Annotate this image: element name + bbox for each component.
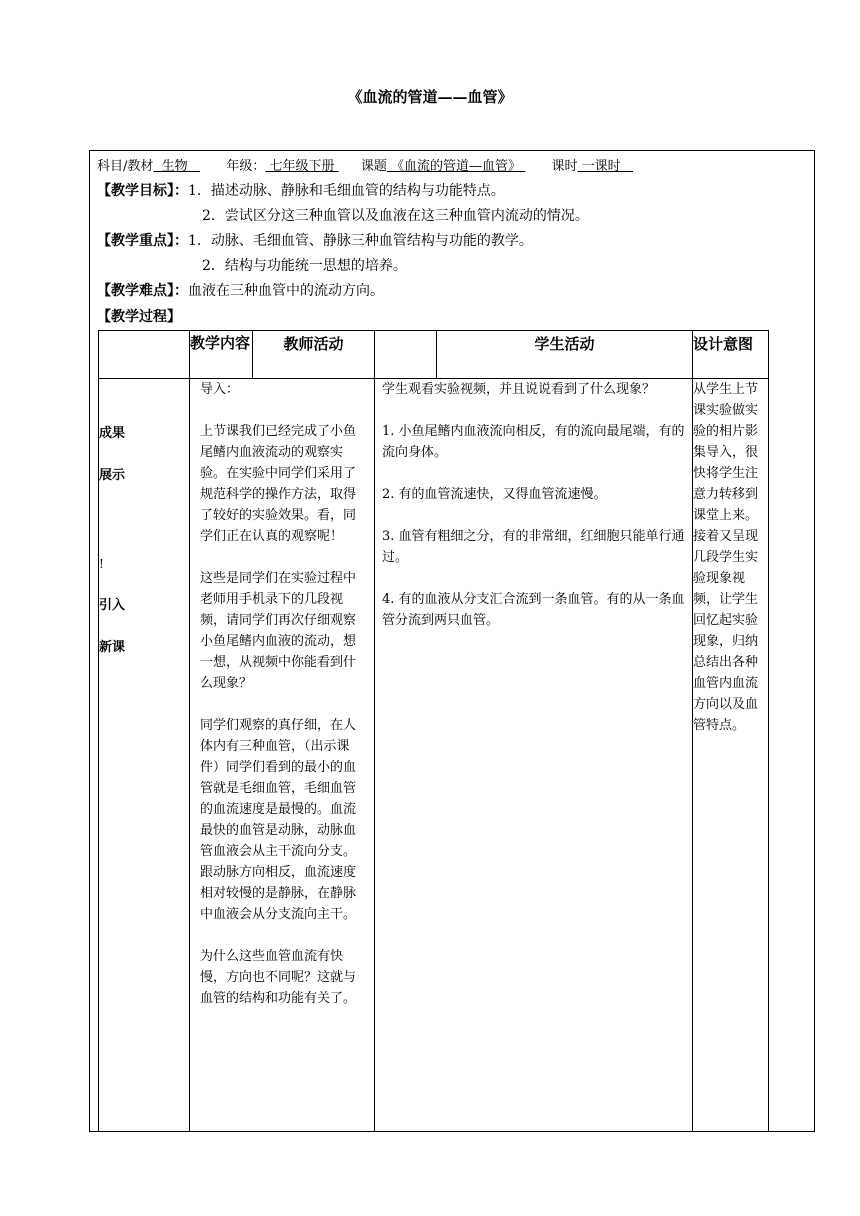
objective-item-2: 2．尝试区分这三种血管以及血液在这三种血管内流动的情况。 <box>202 208 589 224</box>
difficulty-text: 血液在三种血管中的流动方向。 <box>188 283 384 299</box>
process-label: 【教学过程】 <box>97 309 181 325</box>
key-point-item-1: 1．动脉、毛细血管、静脉三种血管结构与功能的教学。 <box>188 233 533 249</box>
topic-label: 课题 <box>360 159 387 174</box>
student-activity-cell <box>375 379 693 1132</box>
teacher-paragraph: 导入： <box>200 382 240 397</box>
key-point-item-2: 2．结构与功能统一思想的培养。 <box>202 258 407 274</box>
teacher-activity-cell <box>190 379 375 1132</box>
objective-item-1: 1．描述动脉、静脉和毛细血管的结构与功能特点。 <box>188 183 505 199</box>
student-paragraph: 3. 血管有粗细之分，有的非常细，红细胞只能单行通过。 <box>382 529 685 565</box>
process-table <box>98 330 769 1132</box>
teacher-paragraph: 同学们观察的真仔细，在人体内有三种血管，（出示课件）同学们看到的最小的血管就是毛细血管，毛细血管的血流速度是最慢的。血流最快的血管是动脉，动脉血管血液会从主干流向分支。跟动脉方向相反，血流速度相对较慢的是静脉，在静脉中血液会从分支流向主干。 <box>200 718 357 922</box>
student-paragraph: 2. 有的血管流速快，又得血管流速慢。 <box>382 487 607 502</box>
header-student: 学生活动 <box>437 331 693 379</box>
subject-value: 生物 <box>153 159 201 174</box>
page-title: 《血流的管道——血管》 <box>347 88 513 106</box>
header-spacer <box>375 331 437 379</box>
difficulty-label: 【教学难点】： <box>97 283 188 299</box>
side-label-4: 引入 <box>99 598 126 613</box>
side-label-1: 成果 <box>99 426 126 441</box>
teacher-paragraph: 上节课我们已经完成了小鱼尾鳍内血液流动的观察实验。在实验中同学们采用了规范科学的操作方法，取得了较好的实验效果。看，同学们正在认真的观察呢！ <box>200 424 357 544</box>
student-paragraph: 1. 小鱼尾鳍内血液流向相反，有的流向最尾端，有的流向身体。 <box>382 424 685 460</box>
subject-label: 科目/教材 <box>97 159 154 174</box>
meta-row <box>97 155 633 174</box>
grade-label: 年级： <box>226 159 266 174</box>
header-content: 教学内容 <box>190 331 253 379</box>
header-blank <box>99 331 190 379</box>
side-label-2: 展示 <box>99 468 126 483</box>
side-label-5: 新课 <box>99 640 126 655</box>
teacher-paragraph: 这些是同学们在实验过程中老师用手机录下的几段视频，请同学们再次仔细观察小鱼尾鳍内血液的流动，想一想，从视频中你能看到什么现象？ <box>200 571 357 691</box>
side-labels-cell <box>99 379 190 1132</box>
topic-value: 《血流的管道—血管》 <box>386 159 526 174</box>
teacher-paragraph: 为什么这些血管血流有快慢，方向也不同呢？这就与血管的结构和功能有关了。 <box>200 949 357 1006</box>
hours-label: 课时 <box>551 159 578 174</box>
student-paragraph: 学生观看实验视频，并且说说看到了什么现象？ <box>382 382 656 397</box>
difficulty-row <box>97 280 384 300</box>
table-header-row <box>99 331 769 379</box>
key-points-row-1 <box>97 230 533 250</box>
grade-value: 七年级下册 <box>265 159 339 174</box>
side-label-3: ! <box>99 557 104 571</box>
objectives-row-1 <box>97 180 505 200</box>
key-points-label: 【教学重点】： <box>97 233 188 249</box>
header-teacher: 教师活动 <box>253 331 375 379</box>
table-row <box>99 379 769 1132</box>
header-design: 设计意图 <box>693 331 769 379</box>
hours-value: 一课时 <box>577 159 634 174</box>
student-paragraph: 4. 有的血液从分支汇合流到一条血管。有的从一条血管分流到两只血管。 <box>382 592 685 628</box>
design-intent-cell: 从学生上节课实验做实验的相片影集导入，很快将学生注意力转移到课堂上来。接着又呈现几段学生实验现象视频，让学生回忆起实验现象，归纳总结出各种血管内血流方向以及血管特点。 <box>693 379 769 1132</box>
objectives-label: 【教学目标】： <box>97 183 188 199</box>
